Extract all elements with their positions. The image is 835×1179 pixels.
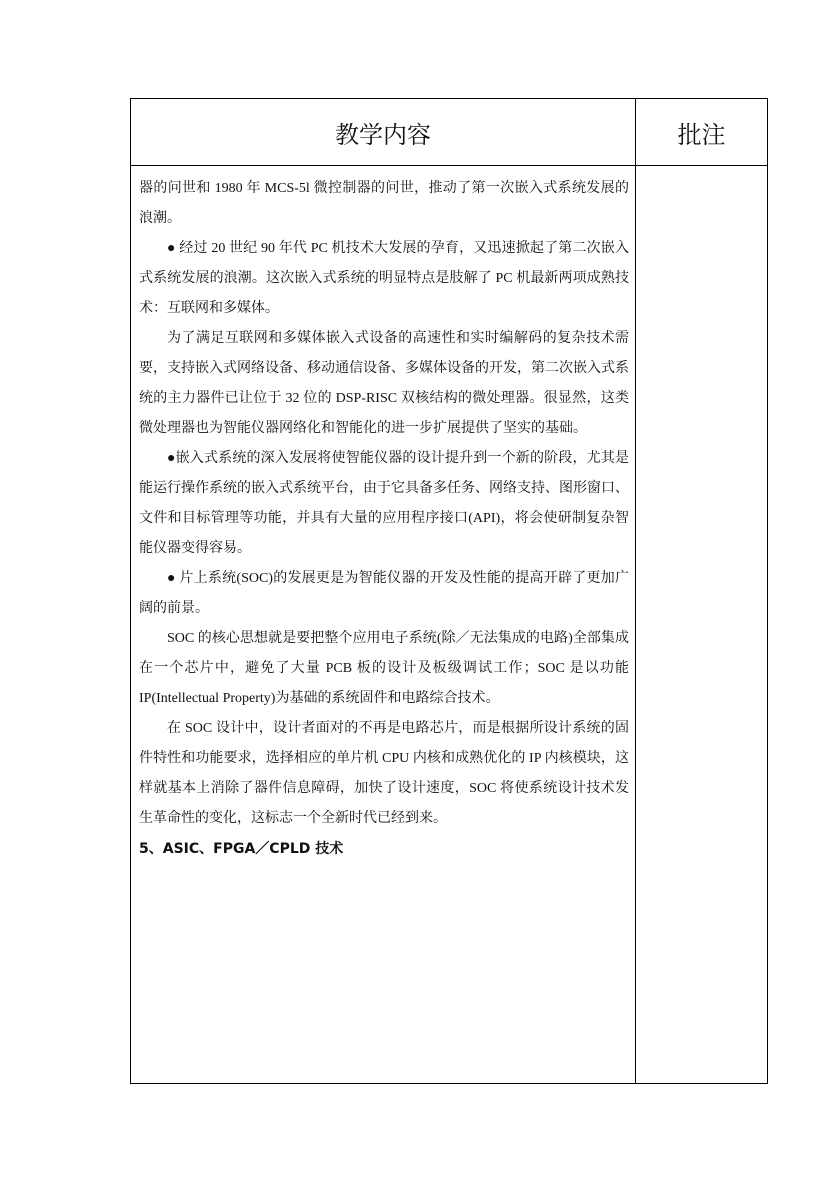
header-notes: 批注 bbox=[677, 120, 726, 149]
paragraph-5: ● 片上系统(SOC)的发展更是为智能仪器的开发及性能的提高开辟了更加广阔的前景。 bbox=[139, 571, 629, 616]
content-cell bbox=[139, 174, 629, 864]
lesson-table bbox=[130, 98, 768, 1084]
paragraph-7: 在 SOC 设计中，设计者面对的不再是电路芯片，而是根据所设计系统的固件特性和功能要求，选择相应的单片机 CPU 内核和成熟优化的 IP 内核模块，这样就基本上消除了器件信息障碍，加快了设计速度，SOC 将使系统设计技术发生革命性的变化，这标志一个全新时代已经到来。 bbox=[139, 721, 629, 826]
paragraph-2: ● 经过 20 世纪 90 年代 PC 机技术大发展的孕育，又迅速掀起了第二次嵌入式系统发展的浪潮。这次嵌入式系统的明显特点是肢解了 PC 机最新两项成熟技术：互联网和多媒体。 bbox=[139, 241, 629, 316]
column-divider bbox=[635, 99, 636, 1083]
header-divider bbox=[131, 165, 767, 166]
section-heading: 5、ASIC、FPGA／CPLD 技术 bbox=[139, 841, 344, 857]
paragraph-4: ●嵌入式系统的深入发展将使智能仪器的设计提升到一个新的阶段，尤其是能运行操作系统的嵌入式系统平台，由于它具备多任务、网络支持、图形窗口、文件和目标管理等功能，并具有大量的应用程序接口(API)，将会使研制复杂智能仪器变得容易。 bbox=[139, 451, 629, 556]
paragraph-6: SOC 的核心思想就是要把整个应用电子系统(除／无法集成的电路)全部集成在一个芯片中，避免了大量 PCB 板的设计及板级调试工作；SOC 是以功能 IP(Intellectual Property)为基础的系统固件和电路综合技术。 bbox=[139, 631, 629, 706]
paragraph-3: 为了满足互联网和多媒体嵌入式设备的高速性和实时编解码的复杂技术需要，支持嵌入式网络设备、移动通信设备、多媒体设备的开发，第二次嵌入式系统的主力器件已让位于 32 位的 DSP-RISC 双核结构的微处理器。很显然，这类微处理器也为智能仪器网络化和智能化的进一步扩展提供了坚实的基础。 bbox=[139, 331, 629, 436]
header-teaching-content: 教学内容 bbox=[335, 120, 431, 149]
paragraph-1: 器的问世和 1980 年 MCS-5l 微控制器的问世，推动了第一次嵌入式系统发展的浪潮。 bbox=[139, 181, 629, 226]
